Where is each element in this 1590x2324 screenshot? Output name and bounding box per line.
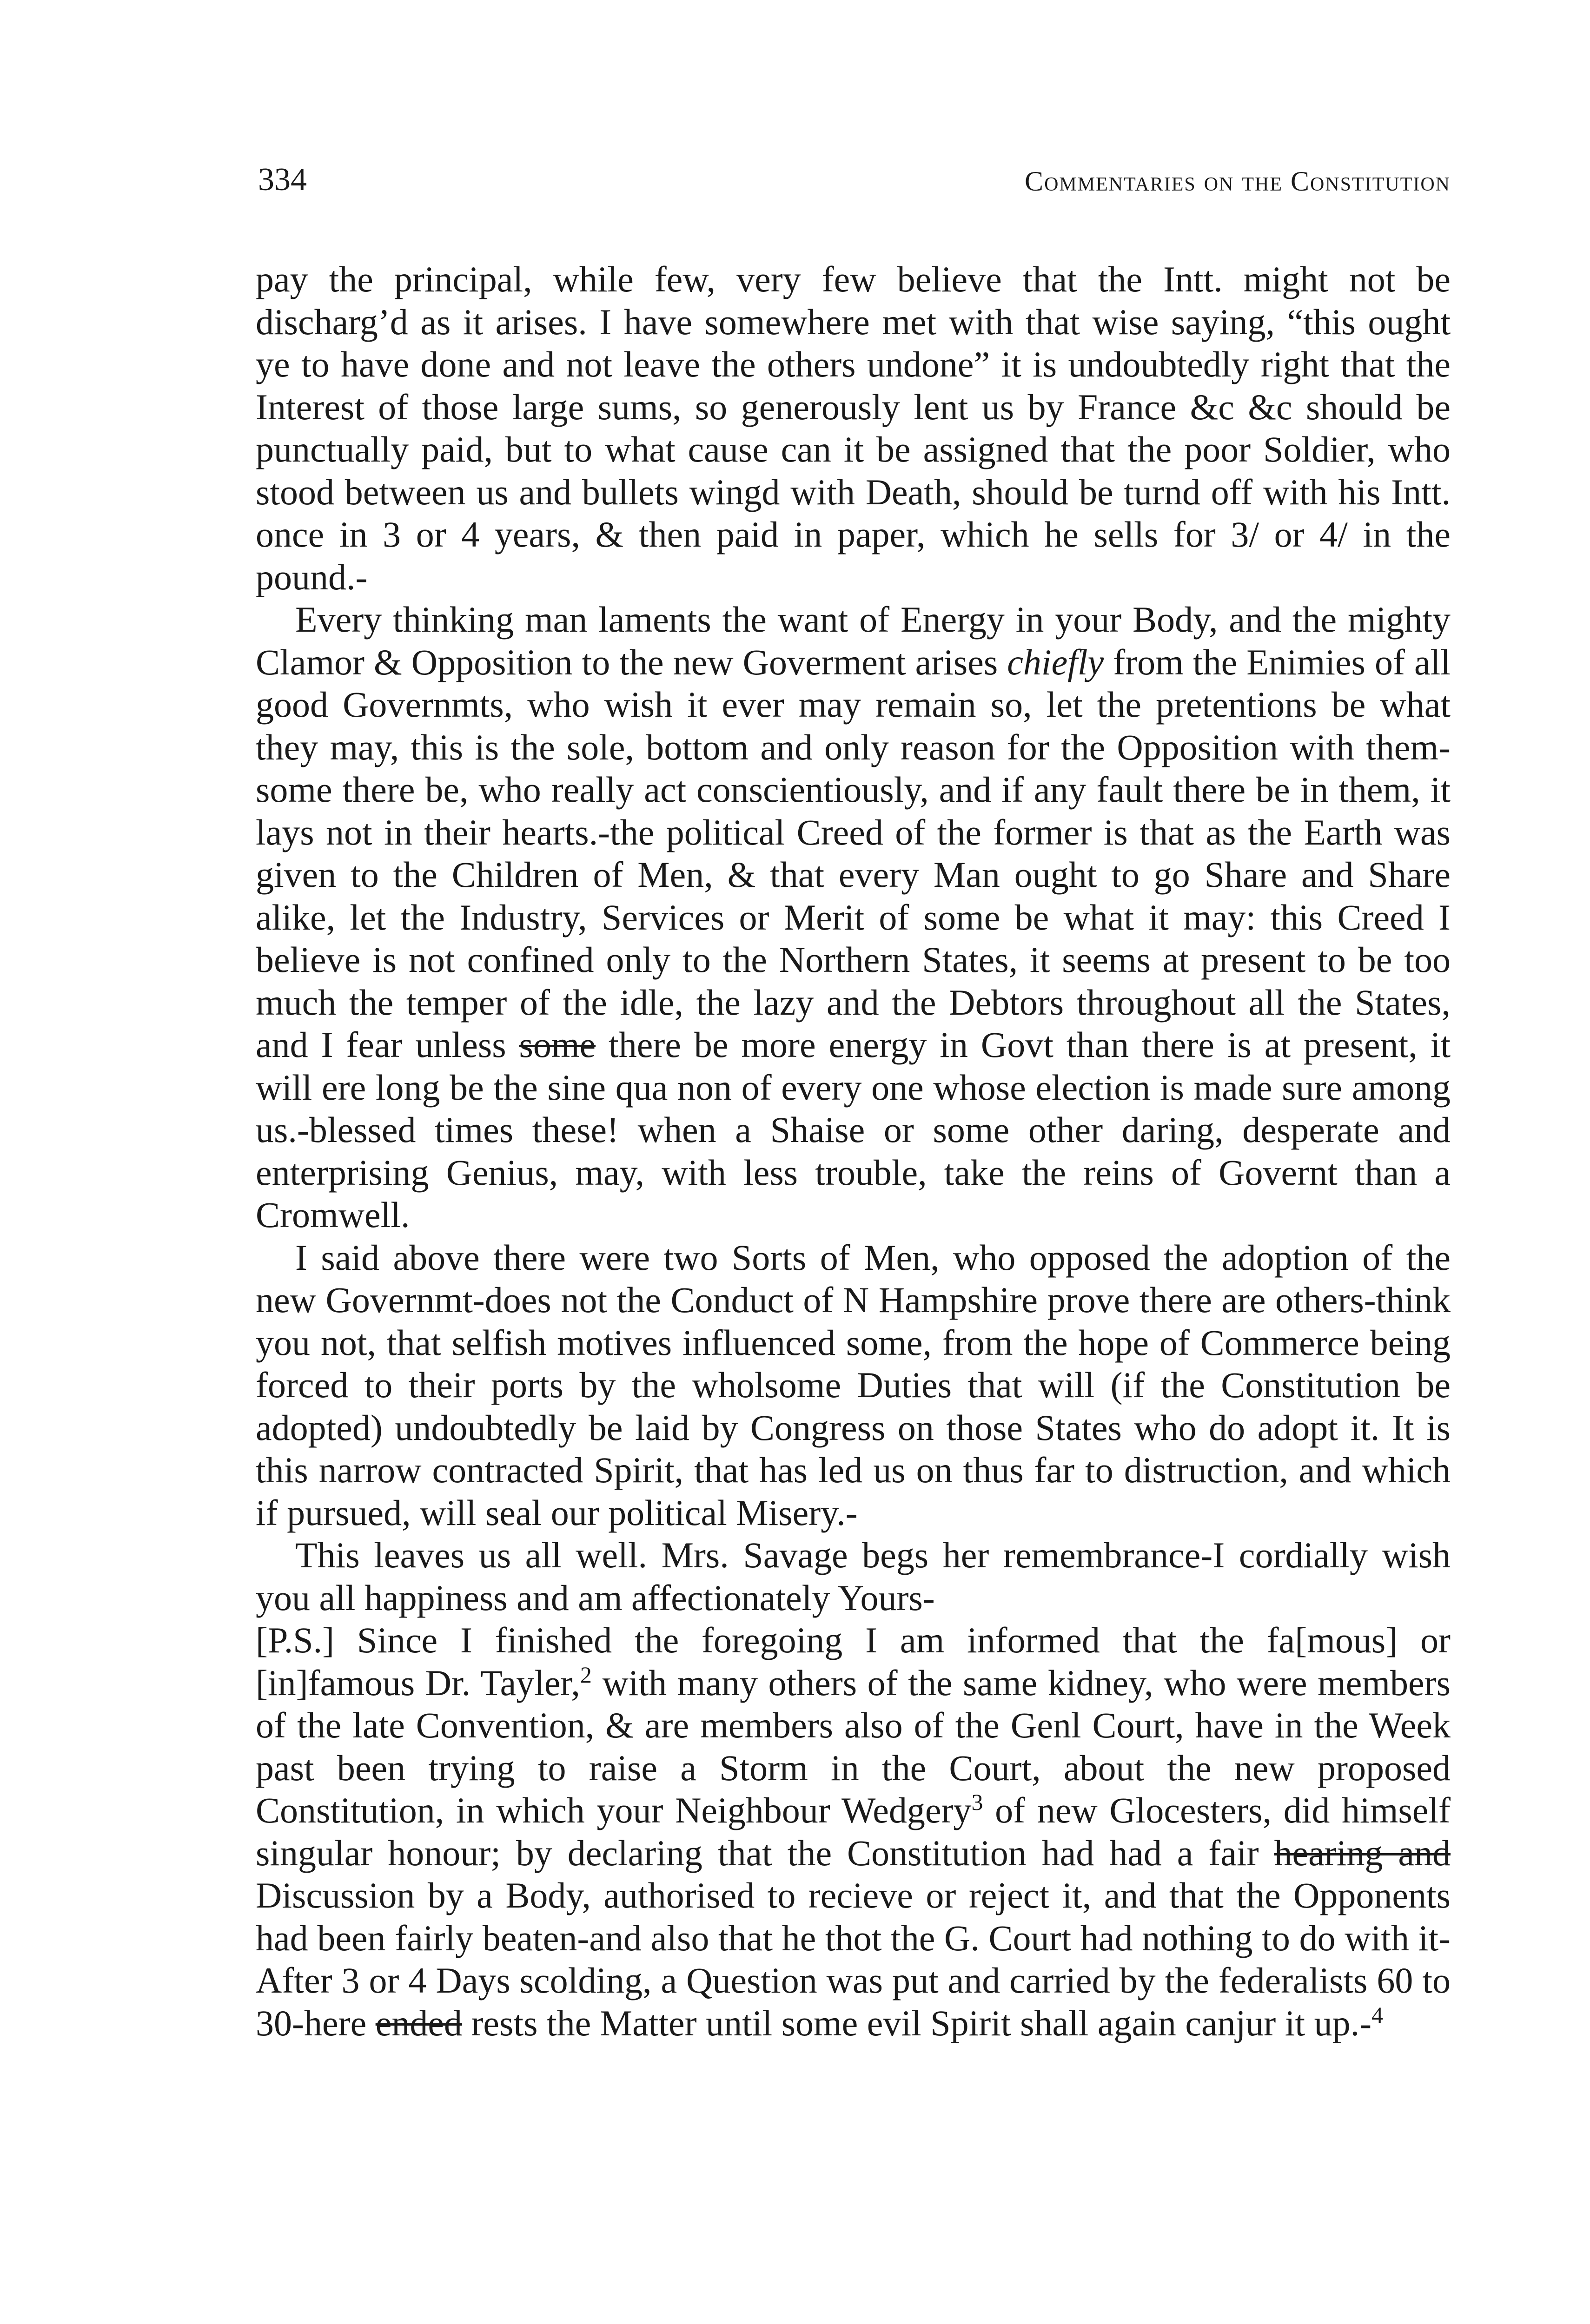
italic-chiefly: chiefly [1007,641,1104,682]
postscript [256,1619,1451,2044]
page-number: 334 [258,162,307,198]
paragraph-4: This leaves us all well. Mrs. Savage begs her remembrance-I cordially wish you all happiness and am affectionately Yours- [256,1535,1451,1618]
struck-word-ended: ended [375,2002,462,2043]
postscript-text-e: rests the Matter until some evil Spirit shall again canjur it up.- [462,2002,1372,2043]
footnote-ref-2: 2 [580,1661,592,1688]
footnote-ref-3: 3 [971,1789,983,1815]
paragraph-2-text-b: from the Enimies of all good Governmts, who wish it ever may remain so, let the pretentions be what they may, this is the sole, bottom and only reason for the Opposition with them-some there be, who really act conscientiously, and if any fault there be in them, it lays not in their hearts.-the political Creed of the former is that as the Earth was given to the Children of Men, & that every Man ought to go Share and Share alike, let the Industry, Services or Merit of some be what it may: this Creed I believe is not confined only to the Northern States, it seems at present to be too much the temper of the idle, the lazy and the Debtors throughout all the States, and I fear unless [256,641,1451,1065]
paragraph-2 [256,598,1451,1236]
postscript-text-c: of new Glocesters, did himself singular honour; by declaring that the Constitution had had a fair [256,1790,1451,1873]
struck-words-hearing-and: hearing and [1274,1832,1451,1873]
running-head: Commentaries on the Constitution [1025,166,1451,197]
paragraph-1: pay the principal, while few, very few believe that the Intt. might not be discharg’d as it arises. I have somewhere met with that wise saying, “this ought ye to have done and not leave the others undone” it is undoubtedly right that the Interest of those large sums, so generously lent us by France &c &c should be punctually paid, but to what cause can it be assigned that the poor Soldier, who stood between us and bullets wingd with Death, should be turnd off with his Intt. once in 3 or 4 years, & then paid in paper, which he sells for 3/ or 4/ in the pound.- [256,259,1451,597]
postscript-text-b: with many others of the same kidney, who were members of the late Convention, & are members also of the Genl Court, have in the Week past been trying to raise a Storm in the Court, about the new proposed Constitution, in which your Neighbour Wedgery [256,1662,1451,1830]
paragraph-2-text-a: Every thinking man laments the want of Energy in your Body, and the mighty Clamor & Opposition to the new Goverment arises [256,599,1451,682]
postscript-text-a: [P.S.] Since I finished the foregoing I am informed that the fa[mous] or [in]famous Dr. Tayler, [256,1620,1451,1703]
paragraph-2-text-c: there be more energy in Govt than there is at present, it will ere long be the sine qua non of every one whose election is made sure among us.-blessed times these! when a Shaise or some other daring, desperate and enterprising Genius, may, with less trouble, take the reins of Governt than a Cromwell. [256,1024,1451,1235]
paragraph-3: I said above there were two Sorts of Men, who opposed the adoption of the new Governmt-does not the Conduct of N Hampshire prove there are others-think you not, that selfish motives influenced some, from the hope of Commerce being forced to their ports by the wholsome Duties that will (if the Constitution be adopted) undoubtedly be laid by Congress on those States who do adopt it. It is this narrow contracted Spirit, that has led us on thus far to distruction, and which if pursued, will seal our political Misery.- [256,1237,1451,1533]
footnote-ref-4: 4 [1371,2001,1384,2028]
postscript-text-d: Discussion by a Body, authorised to recieve or reject it, and that the Opponents had been fairly beaten-and also that he thot the G. Court had nothing to do with it-After 3 or 4 Days scolding, a Question was put and carried by the federalists 60 to 30-here [256,1875,1451,2043]
letter-body [256,258,1451,2044]
struck-word-some: some [519,1024,596,1065]
